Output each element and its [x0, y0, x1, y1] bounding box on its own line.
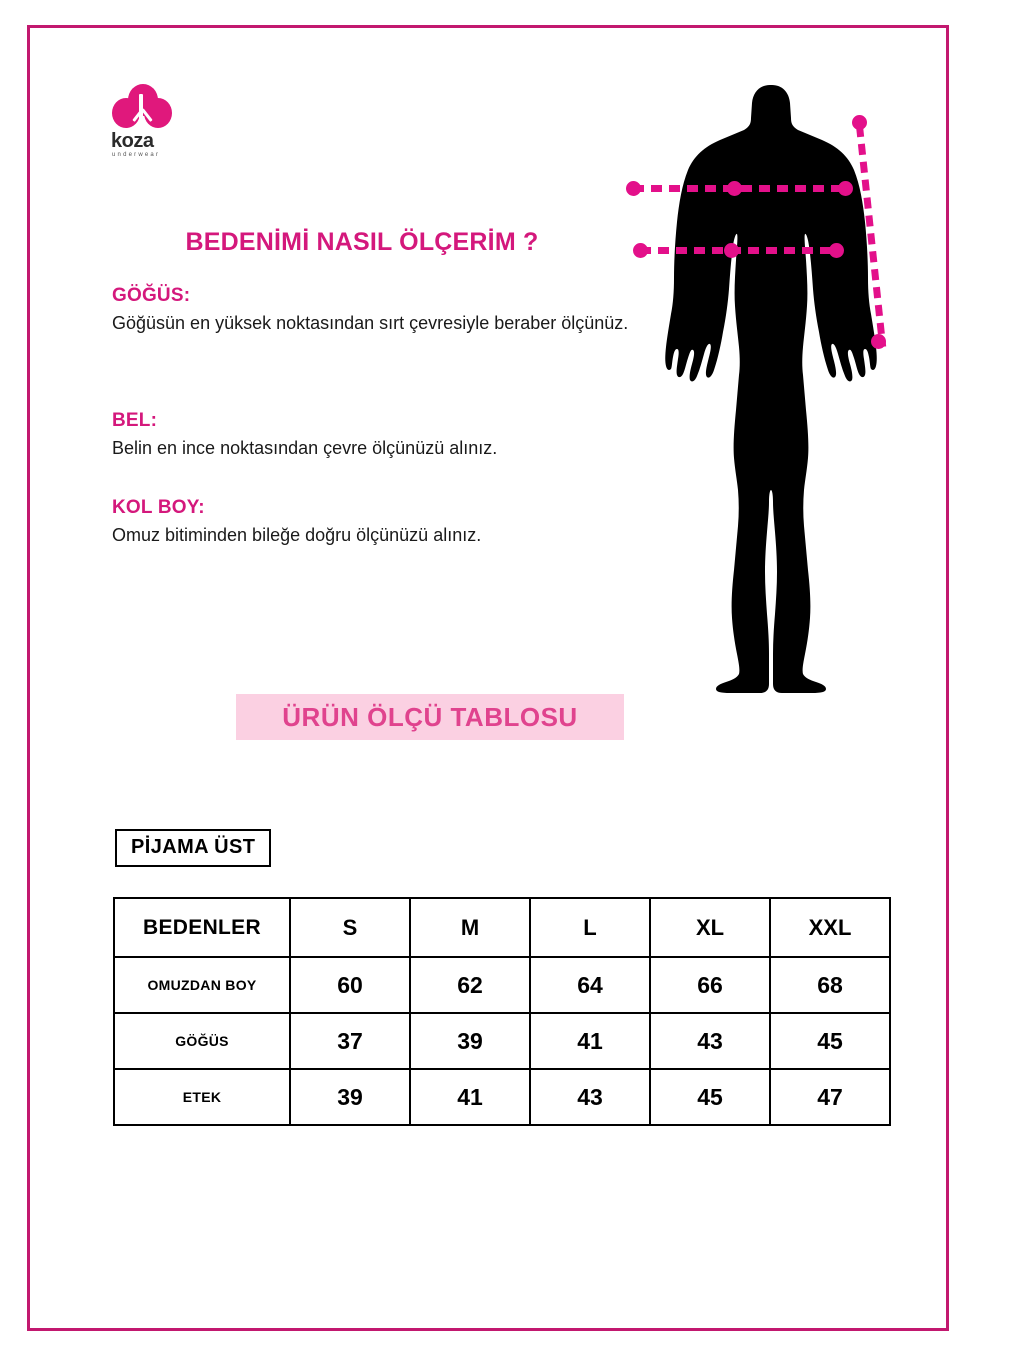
- product-table-banner-title: ÜRÜN ÖLÇÜ TABLOSU: [282, 701, 578, 732]
- koza-clover-logo-icon: [112, 84, 174, 130]
- waist-measure-dot-right: [829, 243, 844, 258]
- arm-measure-dot-wrist: [871, 334, 886, 349]
- cell-omuzdan-boy-s: 60: [290, 957, 410, 1013]
- cell-omuzdan-boy-xl: 66: [650, 957, 770, 1013]
- measure-section-kolboy: [112, 497, 632, 548]
- chest-measure-dot-right: [838, 181, 853, 196]
- waist-measure-line: [640, 247, 840, 254]
- measure-section-bel-body: Belin en ince noktasından çevre ölçünüzü alınız.: [112, 438, 498, 458]
- table-row: [114, 957, 890, 1013]
- table-header-m: M: [410, 898, 530, 957]
- cell-gogus-s: 37: [290, 1013, 410, 1069]
- table-row: [114, 1013, 890, 1069]
- measure-section-kolboy-body: Omuz bitiminden bileğe doğru ölçünüzü alınız.: [112, 525, 482, 545]
- cell-omuzdan-boy-xxl: 68: [770, 957, 890, 1013]
- cell-omuzdan-boy-l: 64: [530, 957, 650, 1013]
- table-header-bedenler: BEDENLER: [114, 898, 290, 957]
- brand-name: koza: [111, 130, 154, 152]
- cell-gogus-xl: 43: [650, 1013, 770, 1069]
- measure-section-gogus-heading: GÖĞÜS:: [112, 285, 191, 306]
- cell-etek-m: 41: [410, 1069, 530, 1125]
- product-type-label: PİJAMA ÜST: [131, 836, 256, 858]
- table-row: [114, 1069, 890, 1125]
- measure-section-gogus: [112, 285, 632, 336]
- cell-gogus-l: 41: [530, 1013, 650, 1069]
- page-title: BEDENİMİ NASIL ÖLÇERİM ?: [185, 228, 539, 256]
- table-header-xl: XL: [650, 898, 770, 957]
- product-table-banner: [236, 694, 624, 740]
- size-table: [113, 897, 891, 1126]
- female-body-silhouette-icon: [600, 70, 930, 700]
- cell-gogus-xxl: 45: [770, 1013, 890, 1069]
- cell-etek-xxl: 47: [770, 1069, 890, 1125]
- table-header-xxl: XXL: [770, 898, 890, 957]
- arm-measure-dot-shoulder: [852, 115, 867, 130]
- product-type-label-box: [115, 829, 271, 867]
- waist-measure-dot-left: [633, 243, 648, 258]
- brand-tagline: underwear: [112, 152, 161, 158]
- measure-section-bel: [112, 410, 632, 461]
- row-label-gogus: GÖĞÜS: [114, 1013, 290, 1069]
- row-label-etek: ETEK: [114, 1069, 290, 1125]
- table-header-row: [114, 898, 890, 957]
- cell-etek-l: 43: [530, 1069, 650, 1125]
- cell-etek-xl: 45: [650, 1069, 770, 1125]
- cell-gogus-m: 39: [410, 1013, 530, 1069]
- table-header-s: S: [290, 898, 410, 957]
- body-measurement-figure: [600, 70, 930, 700]
- waist-measure-dot-mid: [724, 243, 739, 258]
- measure-section-gogus-body: Göğüsün en yüksek noktasından sırt çevresiyle beraber ölçünüz.: [112, 313, 629, 333]
- cell-omuzdan-boy-m: 62: [410, 957, 530, 1013]
- chest-measure-dot-left: [626, 181, 641, 196]
- cell-etek-s: 39: [290, 1069, 410, 1125]
- brand-logo: [110, 84, 188, 156]
- table-header-l: L: [530, 898, 650, 957]
- row-label-omuzdan-boy: OMUZDAN BOY: [114, 957, 290, 1013]
- chest-measure-dot-mid: [727, 181, 742, 196]
- measure-section-bel-heading: BEL:: [112, 410, 158, 431]
- measure-section-kolboy-heading: KOL BOY:: [112, 497, 205, 518]
